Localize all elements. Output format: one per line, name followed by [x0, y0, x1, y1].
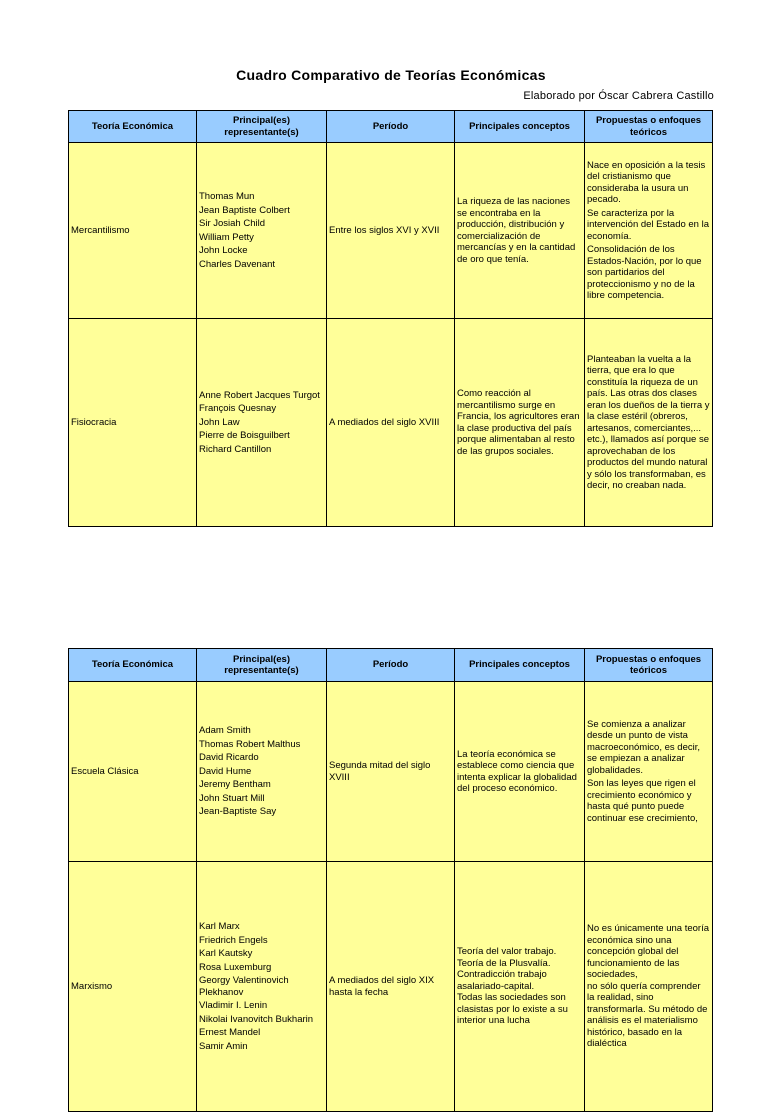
header-theory: Teoría Económica [69, 649, 197, 682]
theory-cell: Escuela Clásica [69, 682, 197, 862]
representatives-cell [197, 862, 327, 1112]
theory-cell: Mercantilismo [69, 143, 197, 319]
header-proposals: Propuestas o enfoques teóricos [585, 649, 713, 682]
representative: Georgy Valentinovich Plekhanov [199, 975, 289, 998]
representative: Samir Amin [199, 1040, 248, 1052]
concept: La teoría económica se establece como ciencia que intenta explicar la globalidad del proceso económico. [457, 748, 577, 794]
proposals-cell [585, 319, 713, 527]
concept: Teoría de la Plusvalía. [457, 957, 551, 969]
representative: Jean Baptiste Colbert [199, 204, 290, 216]
representative: Thomas Robert Malthus [199, 738, 301, 750]
header-period: Período [327, 111, 455, 143]
concept: Todas las sociedades son clasistas por lo existe a su interior una lucha [457, 992, 568, 1027]
header-concepts: Principales conceptos [455, 649, 585, 682]
proposal: Son las leyes que rigen el crecimiento económico y hasta qué punto puede continuar ese crecimiento, [587, 778, 698, 824]
concept: La riqueza de las naciones se encontraba en la producción, distribución y comercialización de mercancías y en la cantidad de oro que tenía. [457, 196, 576, 265]
concept: Teoría del valor trabajo. [457, 946, 557, 958]
header-period: Período [327, 649, 455, 682]
representative: Jean-Baptiste Say [199, 806, 277, 818]
representative: John Locke [199, 245, 248, 256]
theory-cell: Marxismo [69, 862, 197, 1112]
representative: Karl Marx [199, 921, 240, 932]
representative: Vladimir I. Lenin [199, 1000, 268, 1011]
header-representatives: Principal(es) representante(s) [197, 649, 327, 682]
concepts-cell [455, 319, 585, 527]
representative: David Hume [199, 765, 252, 777]
representative: William Petty [199, 231, 254, 243]
representative: Thomas Mun [199, 191, 255, 202]
representative: Adam Smith [199, 725, 251, 737]
representative: Pierre de Boisguilbert [199, 430, 290, 442]
representatives-cell [197, 682, 327, 862]
representative: Sir Josiah Child [199, 218, 265, 229]
proposal: Planteaban la vuelta a la tierra, que era lo que constituía la riqueza de un país. Las otras dos clases eran los dueños de la tierra y la clase estéril (obreros, artesanos, comerciantes,... etc.), llamados así porque se aprovechaban de los productos del mundo natural y sólo los transformaban, es decir, no creaban nada. [587, 353, 710, 491]
header-representatives: Principal(es) representante(s) [197, 111, 327, 143]
representative: John Law [199, 416, 240, 428]
period-cell: A mediados del siglo XIX hasta la fecha [327, 862, 455, 1112]
proposal: Nace en oposición a la tesis del cristianismo que consideraba la usura un pecado. [587, 159, 706, 205]
representative: Richard Cantillon [199, 443, 272, 455]
table-row [69, 682, 713, 862]
representative: Nikolai Ivanovitch Bukharin [199, 1013, 314, 1025]
representative: Ernest Mandel [199, 1027, 261, 1038]
proposals-cell [585, 682, 713, 862]
period-cell: Segunda mitad del siglo XVIII [327, 682, 455, 862]
page-title: Cuadro Comparativo de Teorías Económicas [236, 67, 546, 83]
proposal: no sólo quería comprender la realidad, sino transformarla. Su método de análisis es el materialismo histórico, basado en la dialéctica [587, 980, 708, 1050]
representative: Friedrich Engels [199, 934, 268, 946]
header-proposals: Propuestas o enfoques teóricos [585, 111, 713, 143]
concept: Contradicción trabajo asalariado-capital. [457, 969, 547, 992]
representative: Karl Kautsky [199, 948, 253, 959]
representative: John Stuart Mill [199, 792, 265, 804]
theory-cell: Fisiocracia [69, 319, 197, 527]
representative: Rosa Luxemburg [199, 961, 272, 973]
period-cell: A mediados del siglo XVIII [327, 319, 455, 527]
comparison-table-1 [68, 110, 713, 527]
header-concepts: Principales conceptos [455, 111, 585, 143]
proposal: Se caracteriza por la intervención del Estado en la economía. [587, 207, 709, 242]
table-row [69, 862, 713, 1112]
representative: David Ricardo [199, 752, 259, 764]
representative: François Quesnay [199, 403, 277, 415]
concepts-cell [455, 143, 585, 319]
table-row [69, 319, 713, 527]
representative: Charles Davenant [199, 258, 276, 270]
proposal: No es únicamente una teoría económica sino una concepción global del funcionamiento de las sociedades, [587, 923, 709, 981]
representatives-cell [197, 143, 327, 319]
proposal: Se comienza a analizar desde un punto de vista macroeconómico, es decir, se empiezan a analizar globalidades. [587, 718, 700, 776]
table-row [69, 143, 713, 319]
representatives-cell [197, 319, 327, 527]
proposal: Consolidación de los Estados-Nación, por lo que son partidarios del proteccionismo y no de la libre competencia. [587, 244, 702, 301]
header-row [69, 649, 713, 682]
concepts-cell [455, 862, 585, 1112]
comparison-table-2 [68, 648, 713, 1112]
author-line: Elaborado por Óscar Cabrera Castillo [523, 90, 714, 102]
proposals-cell [585, 862, 713, 1112]
header-theory: Teoría Económica [69, 111, 197, 143]
concepts-cell [455, 682, 585, 862]
header-row [69, 111, 713, 143]
representative: Jeremy Bentham [199, 779, 271, 791]
proposals-cell [585, 143, 713, 319]
representative: Anne Robert Jacques Turgot [199, 389, 320, 401]
concept: Como reacción al mercantilismo surge en Francia, los agricultores eran la clase productiva del país porque alimentaban al resto de las grupos sociales. [457, 388, 580, 457]
period-cell: Entre los siglos XVI y XVII [327, 143, 455, 319]
